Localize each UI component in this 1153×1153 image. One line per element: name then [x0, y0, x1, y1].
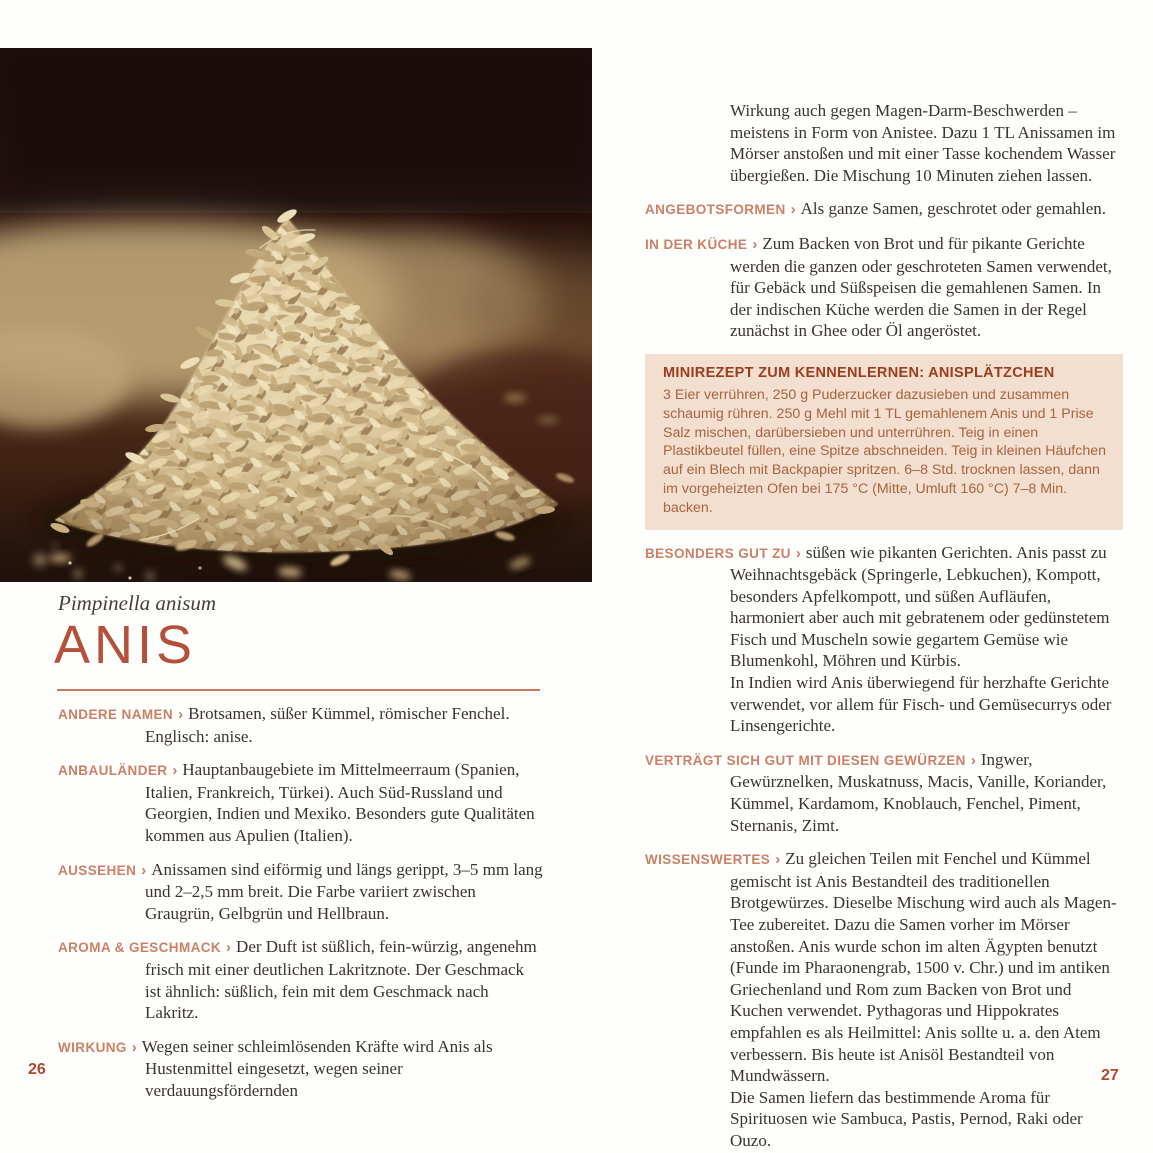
section-text: Als ganze Samen, geschrotet oder gemahlen.: [800, 199, 1107, 219]
section-arrow-icon: ›: [752, 235, 758, 253]
section-label: ANGEBOTSFORMEN: [645, 202, 786, 218]
section-arrow-icon: ›: [172, 762, 178, 780]
section-aussehen: [58, 859, 544, 925]
section-vertraegt-sich-gut: [645, 749, 1123, 836]
section-label: ANBAULÄNDER: [58, 763, 168, 779]
page-title: ANIS: [54, 615, 197, 675]
section-text: Hauptanbaugebiete im Mittelmeerraum (Spanien, Italien, Frankreich, Türkei). Auch Süd-Russland und Georgien, Indien und Mexiko. Besonders gute Qualitäten kommen aus Apulien (Italien).: [145, 760, 535, 845]
section-arrow-icon: ›: [226, 939, 232, 957]
section-label: AROMA & GESCHMACK: [58, 940, 222, 956]
section-arrow-icon: ›: [795, 544, 801, 562]
section-text: Anissamen sind eiförmig und längs gerippt, 3–5 mm lang und 2–2,5 mm breit. Die Farbe variiert zwischen Graugrün, Gelbgrün und Hellbraun.: [145, 859, 543, 923]
recipe-title: MINIREZEPT ZUM KENNENLERNEN: ANISPLÄTZCHEN: [663, 364, 1055, 381]
page-number-right: 27: [1101, 1067, 1119, 1084]
latin-name: Pimpinella anisum: [58, 591, 217, 615]
section-text: Ingwer, Gewürznelken, Muskatnuss, Macis, Vanille, Koriander, Kümmel, Kardamom, Knoblauch, Fenchel, Piment, Sternanis, Zimt.: [730, 749, 1107, 835]
page-number-left: 26: [28, 1061, 46, 1078]
right-text-column: [645, 100, 1123, 1153]
section-label: IN DER KÜCHE: [645, 236, 748, 252]
section-arrow-icon: ›: [775, 851, 781, 869]
section-arrow-icon: ›: [178, 706, 184, 723]
section-text-2: In Indien wird Anis überwiegend für herzhafte Gerichte verwendet, vor allem für Fisch- und Gemüsecurrys oder Linsengerichte.: [730, 673, 1112, 736]
section-label: ANDERE NAMEN: [58, 707, 174, 722]
left-text-column: [58, 703, 544, 1114]
recipe-box: [645, 354, 1123, 530]
anise-photo-illustration: [0, 48, 592, 582]
anise-seeds-photo: [0, 48, 592, 582]
section-angebotsformen: [645, 198, 1123, 221]
section-label: VERTRÄGT SICH GUT MIT DIESEN GEWÜRZEN: [645, 752, 966, 768]
section-text: Wegen seiner schleimlösenden Kräfte wird Anis als Hustenmittel eingesetzt, wegen seiner verdauungsfördernden: [141, 1036, 493, 1100]
section-wirkung: [58, 1036, 544, 1102]
section-in-der-kueche: [645, 233, 1123, 342]
recipe-text: 3 Eier verrühren, 250 g Puderzucker dazusieben und zusammen schaumig rühren. 250 g Mehl mit 1 TL gemahlenem Anis und 1 Prise Salz mischen, darübersieben und unterrühren. Teig in einen Plastikbeutel füllen, eine Spitze abschneiden. Teig in kleinen Häufchen auf ein Blech mit Backpapier spritzen. 6–8 Std. trocknen lassen, dann im vorgeheizten Ofen bei 175 °C (Mitte, Umluft 160 °C) 7–8 Min. backen.: [663, 386, 1106, 516]
section-wissenswertes: [645, 848, 1123, 1151]
section-label: WIRKUNG: [58, 1039, 127, 1055]
section-anbaulaender: [58, 759, 544, 846]
section-text: Zu gleichen Teilen mit Fenchel und Kümmel gemischt ist Anis Bestandteil des traditionellen Brotgewürzes. Dieselbe Mischung wird auch als Magen-Tee zubereitet. Dazu die Samen vorher im Mörser anstoßen. Anis wurde schon im alten Ägypten benutzt (Funde im Pharaonengrab, 1500 v. Chr.) und im antiken Griechenland und Rom zum Backen von Brot und Kuchen verwendet. Pythagoras und Hippokrates empfahlen es als Heilmittel: Anis sollte u. a. den Atem verbessern. Bis heute ist Anisöl Bestandteil von Mundwässern.: [730, 849, 1117, 1086]
section-label: BESONDERS GUT ZU: [645, 545, 791, 561]
section-arrow-icon: ›: [970, 751, 976, 769]
section-besonders-gut-zu: [645, 542, 1123, 737]
wirkung-continuation-text: Wirkung auch gegen Magen-Darm-Beschwerden – meistens in Form von Anistee. Dazu 1 TL Anissamen im Mörser anstoßen und mit einer Tasse kochendem Wasser übergießen. Die Mischung 10 Minuten ziehen lassen.: [730, 101, 1116, 185]
section-text: süßen wie pikanten Gerichten. Anis passt zu Weihnachtsgebäck (Springerle, Lebkuchen), Kompott, besonders Apfelkompott, und süßen Aufläufen, harmoniert aber auch mit gebratenem oder gedünstetem Fisch und Muscheln sowie gegartem Gemüse wie Blumenkohl, Möhren und Kürbis.: [730, 542, 1110, 671]
section-aroma-geschmack: [58, 936, 544, 1023]
section-text: Brotsamen, süßer Kümmel, römischer Fenchel. Englisch: anise.: [145, 704, 510, 746]
section-label: AUSSEHEN: [58, 862, 137, 878]
section-text: Zum Backen von Brot und für pikante Gerichte werden die ganzen oder geschroteten Samen verwendet, für Gebäck und Süßspeisen die gemahlenen Samen. In der indischen Küche werden die Samen in der Regel zunächst in Ghee oder Öl angeröstet.: [730, 233, 1112, 341]
section-arrow-icon: ›: [790, 201, 796, 219]
section-arrow-icon: ›: [141, 861, 147, 879]
title-rule: [57, 689, 540, 691]
section-andere-namen: [58, 703, 544, 747]
section-arrow-icon: ›: [131, 1038, 137, 1056]
section-text-2: Die Samen liefern das bestimmende Aroma für Spirituosen wie Sambuca, Pastis, Pernod, Raki oder Ouzo.: [730, 1087, 1083, 1150]
section-label: WISSENSWERTES: [645, 852, 771, 868]
section-text: Der Duft ist süßlich, fein-würzig, angenehm frisch mit einer deutlichen Lakritznote. Der Geschmack ist ähnlich: süßlich, fein mit dem Geschmack nach Lakritz.: [145, 937, 537, 1023]
